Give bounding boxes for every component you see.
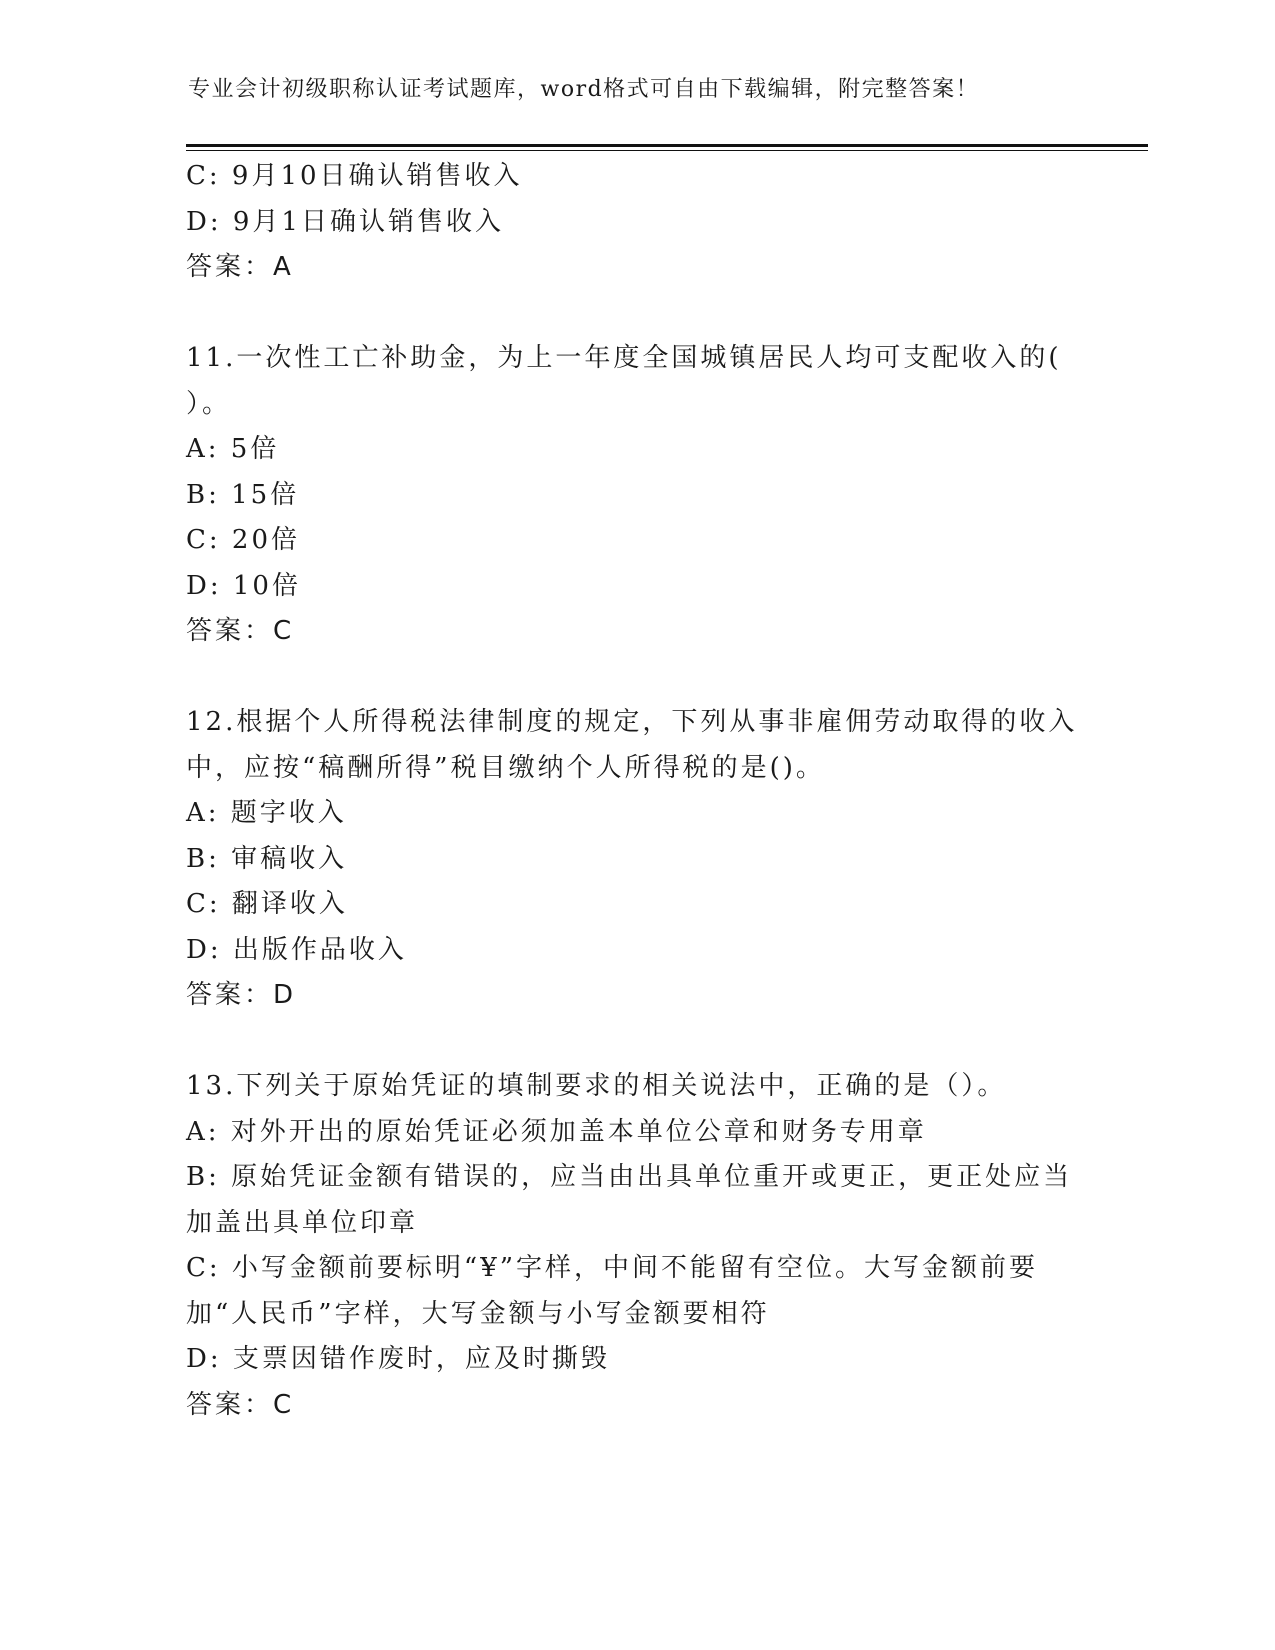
question-stem: 12.根据个人所得税法律制度的规定，下列从事非雇佣劳动取得的收入 xyxy=(186,707,1078,737)
option-c: C: 9月10日确认销售收入 xyxy=(186,161,523,191)
page-header-text: 专业会计初级职称认证考试题库，word格式可自由下载编辑，附完整答案！ xyxy=(188,77,980,102)
option-b-continued: 加盖出具单位印章 xyxy=(186,1207,419,1238)
option-c: C: 小写金额前要标明“¥”字样，中间不能留有空位。大写金额前要 xyxy=(186,1253,1039,1283)
option-a: A: 对外开出的原始凭证必须加盖本单位公章和财务专用章 xyxy=(186,1116,927,1147)
header-rule-thin xyxy=(186,150,1148,151)
question-12-block xyxy=(186,700,1086,1019)
question-13-block xyxy=(186,1064,1086,1428)
spacer xyxy=(186,655,1086,701)
option-c-continued: 加“人民币”字样，大写金额与小写金额要相符 xyxy=(186,1298,770,1329)
question-stem-continued: ）。 xyxy=(186,388,232,419)
option-d: D: 9月1日确认销售收入 xyxy=(186,206,504,237)
option-a: A: 题字收入 xyxy=(186,798,347,828)
answer-line: 答案：C xyxy=(186,616,295,646)
spacer xyxy=(186,1019,1086,1065)
option-b: B: 15倍 xyxy=(186,479,300,510)
option-b: B: 审稿收入 xyxy=(186,843,348,874)
option-c: C: 20倍 xyxy=(186,525,301,555)
answer-line: 答案：A xyxy=(186,252,294,282)
option-d: D: 10倍 xyxy=(186,570,301,601)
option-a: A: 5倍 xyxy=(186,434,280,464)
option-d: D: 出版作品收入 xyxy=(186,934,407,965)
document-body xyxy=(186,154,1086,1428)
option-c: C: 翻译收入 xyxy=(186,889,348,919)
question-stem: 13.下列关于原始凭证的填制要求的相关说法中，正确的是（）。 xyxy=(186,1071,1007,1101)
question-11-block xyxy=(186,336,1086,655)
answer-line: 答案：D xyxy=(186,980,297,1010)
question-stem-continued: 中，应按“稿酬所得”税目缴纳个人所得税的是()。 xyxy=(186,752,825,783)
option-d: D: 支票因错作废时，应及时撕毁 xyxy=(186,1344,610,1374)
header-rule-thick xyxy=(186,144,1148,147)
question-10-block xyxy=(186,154,1086,291)
option-b: B: 原始凭证金额有错误的，应当由出具单位重开或更正，更正处应当 xyxy=(186,1162,1073,1192)
spacer xyxy=(186,291,1086,337)
answer-line: 答案：C xyxy=(186,1389,295,1420)
question-stem: 11.一次性工亡补助金，为上一年度全国城镇居民人均可支配收入的( xyxy=(186,343,1062,373)
